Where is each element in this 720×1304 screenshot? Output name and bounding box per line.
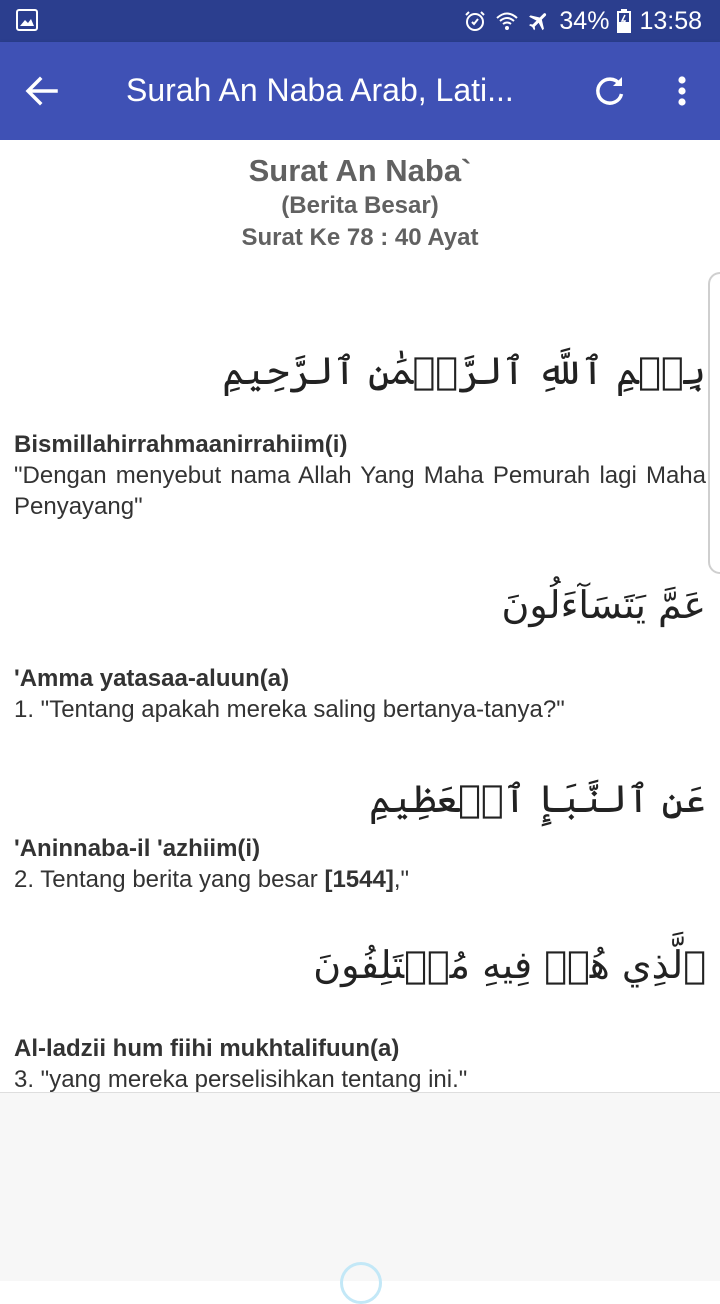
battery-percent: 34% <box>559 6 610 35</box>
app-bar <box>0 42 720 140</box>
status-icons <box>463 6 702 36</box>
bottom-area <box>0 1092 720 1281</box>
airplane-icon <box>527 9 551 33</box>
surah-meaning: (Berita Besar) <box>281 192 439 219</box>
translation-text: "Dengan menyebut nama Allah Yang Maha Pemurah lagi Maha Penyayang" <box>14 462 706 520</box>
surah-content[interactable] <box>0 140 720 1092</box>
latin-text: 'Amma yatasaa-aluun(a) <box>14 665 290 692</box>
ayah-item <box>14 570 706 725</box>
battery-icon <box>617 9 631 33</box>
clock: 13:58 <box>639 6 702 35</box>
arabic-text: عَنِ ٱلنَّبَإِ ٱلۡعَظِيمِ <box>369 777 706 821</box>
overflow-menu-button[interactable] <box>660 67 704 115</box>
latin-text: Bismillahirrahmaanirrahiim(i) <box>14 431 348 458</box>
refresh-button[interactable] <box>586 67 634 115</box>
refresh-icon <box>586 67 634 115</box>
arabic-text: عَمَّ يَتَسَآءَلُونَ <box>501 583 706 627</box>
arabic-text: ٱلَّذِي هُمۡ فِيهِ مُخۡتَلِفُونَ <box>313 943 706 987</box>
surah-name: Surat An Naba` <box>248 153 472 188</box>
edge-panel-handle[interactable] <box>708 272 720 574</box>
translation-end: ," <box>393 866 410 893</box>
surah-info: Surat Ke 78 : 40 Ayat <box>241 224 479 251</box>
latin-text: 'Aninnaba-il 'azhiim(i) <box>14 835 261 862</box>
footnote-link[interactable]: [1544] <box>324 866 394 893</box>
ayah-item <box>14 764 706 895</box>
ayah-item <box>14 336 706 522</box>
arabic-text: بِسۡمِ ٱللَّهِ ٱلرَّحۡمَٰنِ ٱلرَّحِيمِ <box>222 349 706 393</box>
translation-text: 3. "yang mereka perselisihkan tentang ini." <box>14 1066 468 1092</box>
translation-text: 1. "Tentang apakah mereka saling bertanya-tanya?" <box>14 696 565 723</box>
surah-header <box>0 152 720 254</box>
app-title: Surah An Naba Arab, Lati... <box>126 72 514 108</box>
more-vert-icon <box>660 67 704 115</box>
home-indicator-icon <box>340 1262 382 1304</box>
alarm-icon <box>463 9 487 33</box>
latin-text: Al-ladzii hum fiihi mukhtalifuun(a) <box>14 1035 400 1062</box>
arrow-left-icon <box>18 67 66 115</box>
back-button[interactable] <box>18 67 66 115</box>
ayah-item <box>14 930 706 1092</box>
wifi-icon <box>495 9 519 33</box>
translation-main: 2. Tentang berita yang besar <box>14 866 325 893</box>
translation-text <box>14 864 706 895</box>
gallery-icon <box>16 9 38 31</box>
status-bar <box>0 0 720 42</box>
